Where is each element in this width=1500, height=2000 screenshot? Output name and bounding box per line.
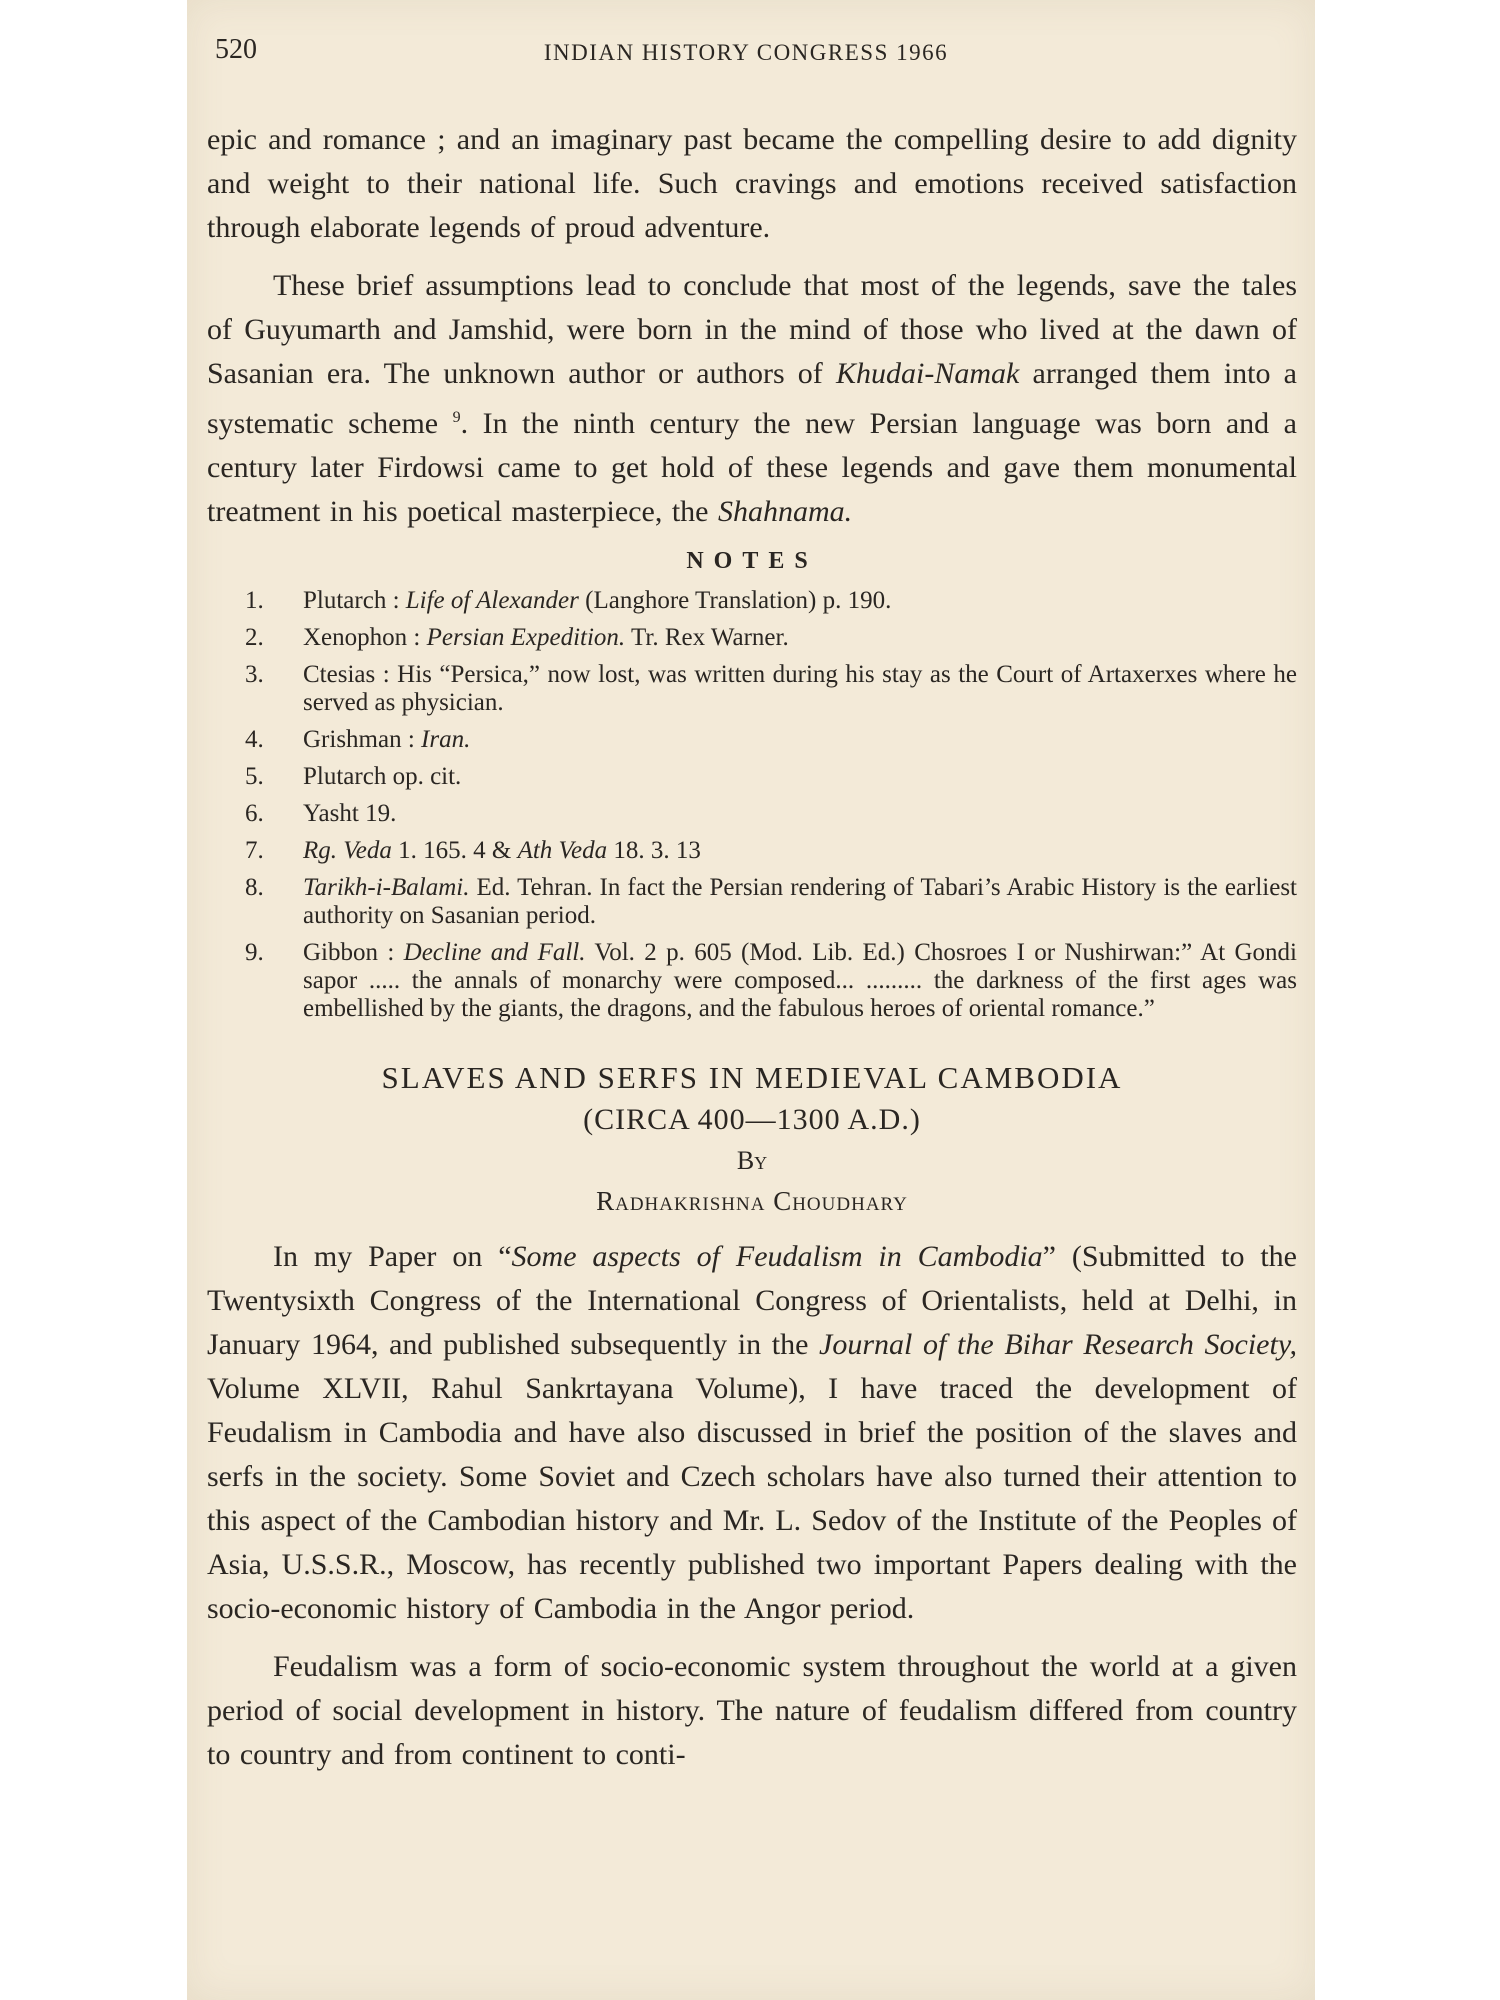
paragraph-2: These brief assumptions lead to conclude that most of the legends, save the tales of Guyumarth and Jamshid, were born in the mind of those who lived at the dawn of Sasanian era. The unknown author or authors of Khudai-Namak arranged them into a systematic scheme $^9$. In the ninth century the new Persian language was born and a century later Firdowsi came to get hold of these legends and gave them monumental treatment in his poetical masterpiece, the Shahnama. (207, 269, 1298, 528)
paragraph-4: Feudalism was a form of socio-economic system throughout the world at a given period of social development in history. The nature of feudalism differed from country to country and from continent to conti- (207, 1650, 1297, 1771)
note-item: 8. Tarikh-i-Balami. Ed. Tehran. In fact the Persian rendering of Tabari’s Arabic History is the earliest authority on Sasanian period. (245, 874, 1297, 929)
author-name: Radhakrishna Choudhary (596, 1186, 908, 1216)
note-item: 3. Ctesias : His “Persica,” now lost, was written during his stay as the Court of Artaxerxes where he served as physician. (245, 661, 1297, 716)
note-item: 7. Rg. Veda 1. 165. 4 & Ath Veda 18. 3. 13 (245, 837, 701, 864)
paragraph-1: epic and romance ; and an imaginary past became the compelling desire to add dignity and weight to their national life. Such cravings and emotions received satisfaction through elaborate legends of proud adventure. (207, 123, 1297, 244)
running-title: INDIAN HISTORY CONGRESS 1966 (543, 40, 949, 65)
paragraph-3: In my Paper on “Some aspects of Feudalism in Cambodia” (Submitted to the Twentysixth Congress of the International Congress of Orientalists, held at Delhi, in January 1964, and published subsequently in the Journal of the Bihar Research Society, Volume XLVII, Rahul Sankrtayana Volume), I have traced the development of Feudalism in Cambodia and have also discussed in brief the position of the slaves and serfs in the society. Some Soviet and Czech scholars have also turned their attention to this aspect of the Cambodian history and Mr. L. Sedov of the Institute of the Peoples of Asia, U.S.S.R., Moscow, has recently published two important Papers dealing with the socio-economic history of Cambodia in the Angor period. (207, 1240, 1297, 1625)
page-content (207, 118, 1297, 1791)
note-item: 6. Yasht 19. (245, 800, 397, 827)
notes-list (207, 587, 1297, 1023)
note-item: 5. Plutarch op. cit. (245, 763, 462, 790)
article-subtitle: (CIRCA 400—1300 A.D.) (583, 1103, 921, 1136)
book-page (187, 0, 1315, 2000)
note-item: 4. Grishman : Iran. (245, 726, 471, 753)
article-title: SLAVES AND SERFS IN MEDIEVAL CAMBODIA (381, 1060, 1123, 1095)
note-item: 9. Gibbon : Decline and Fall. Vol. 2 p. 605 (Mod. Lib. Ed.) Chosroes I or Nushirwan:” At Gondi sapor ..... the annals of monarchy were composed... ......... the darkness of the first ages was embellished by the giants, the dragons, and the fabulous heroes of oriental romance.” (245, 939, 1297, 1022)
page-number: 520 (215, 34, 257, 65)
page-header (207, 34, 1285, 74)
note-item: 1. Plutarch : Life of Alexander (Langhore Translation) p. 190. (245, 587, 892, 614)
byline: By (736, 1146, 768, 1175)
notes-heading: NOTES (686, 548, 818, 574)
note-item: 2. Xenophon : Persian Expedition. Tr. Rex Warner. (245, 624, 789, 651)
